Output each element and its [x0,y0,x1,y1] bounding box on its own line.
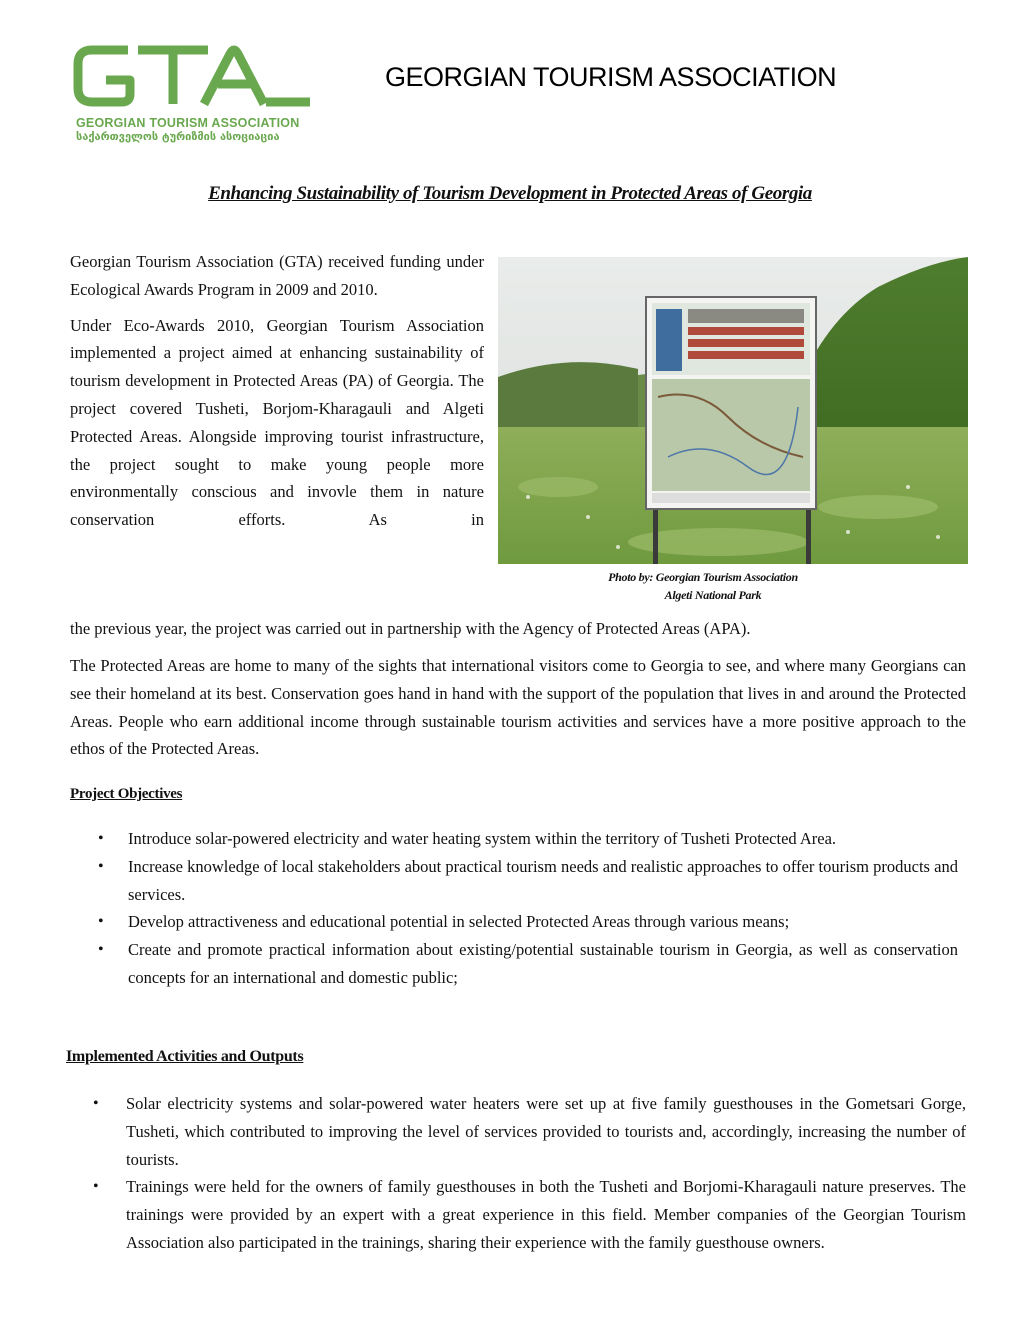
intro-paragraph-2: Under Eco-Awards 2010, Georgian Tourism Association implemented a project aimed at enhancing sustainability of tourism development in Protected Areas (PA) of Georgia. The project covered Tusheti, Borjom-Kharagauli and Algeti Protected Areas. Alongside improving tourist infrastructure, the project sought to make young people more environmentally conscious and invovle them in nature conservation efforts. As in [70,315,484,530]
list-item: • Trainings were held for the owners of family guesthouses in both the Tusheti and Borjomi-Kharagauli nature preserves. The trainings were provided by an expert with a great experience in this field. Member companies of the Georgian Tourism Association also participated in the trainings, sharing their experience with the family guesthouse owners. [126,1173,966,1256]
intro-paragraph-continued: the previous year, the project was carried out in partnership with the Agency of Protected Areas (APA). [70,619,751,638]
document-title: Enhancing Sustainability of Tourism Development in Protected Areas of Georgia [208,183,812,204]
photo-credit: Photo by: Georgian Tourism Association [608,570,798,584]
photo-location: Algeti National Park [664,588,762,602]
activities-list [93,1090,966,1257]
logo-caption-georgian: საქართველოს ტურიზმის ასოციაცია [76,130,280,143]
organization-name: GEORGIAN TOURISM ASSOCIATION [385,62,837,92]
gta-logo-mark [70,40,315,116]
photo-caption [498,568,1020,604]
bullet-icon: • [98,857,104,875]
bullet-icon: • [93,1178,99,1196]
bullet-icon: • [98,941,104,959]
algeti-park-photo [498,257,968,564]
protected-areas-paragraph: The Protected Areas are home to many of the sights that international visitors come to Georgia to see, and where many Georgians can see their homeland at its best. Conservation goes hand in hand with the support of the population that lives in and around the Protected Areas. People who earn additional income through sustainable tourism activities and services have a more positive approach to the ethos of the Protected Areas. [70,656,966,759]
objectives-list [98,825,958,992]
list-item: • Develop attractiveness and educational potential in selected Protected Areas through various means; [128,908,958,936]
gta-logo [70,40,315,143]
list-item: • Introduce solar-powered electricity and water heating system within the territory of Tusheti Protected Area. [128,825,958,853]
bullet-icon: • [93,1095,99,1112]
list-item: • Increase knowledge of local stakeholders about practical tourism needs and realistic approaches to offer tourism products and services. [128,853,958,909]
intro-paragraph-1: Georgian Tourism Association (GTA) received funding under Ecological Awards Program in 2009 and 2010. [70,252,484,299]
list-item: • Solar electricity systems and solar-powered water heaters were set up at five family guesthouses in the Gometsari Gorge, Tusheti, which contributed to improving the level of services provided to tourists and, accordingly, increasing the number of tourists. [126,1090,966,1173]
list-item: • Create and promote practical information about existing/potential sustainable tourism in Georgia, as well as conservation concepts for an international and domestic public; [128,936,958,992]
bullet-icon: • [98,913,104,931]
intro-column [70,248,484,542]
objectives-heading: Project Objectives [70,786,183,802]
bullet-icon: • [98,830,104,847]
logo-caption-english: GEORGIAN TOURISM ASSOCIATION [76,116,300,130]
activities-heading: Implemented Activities and Outputs [66,1048,304,1065]
